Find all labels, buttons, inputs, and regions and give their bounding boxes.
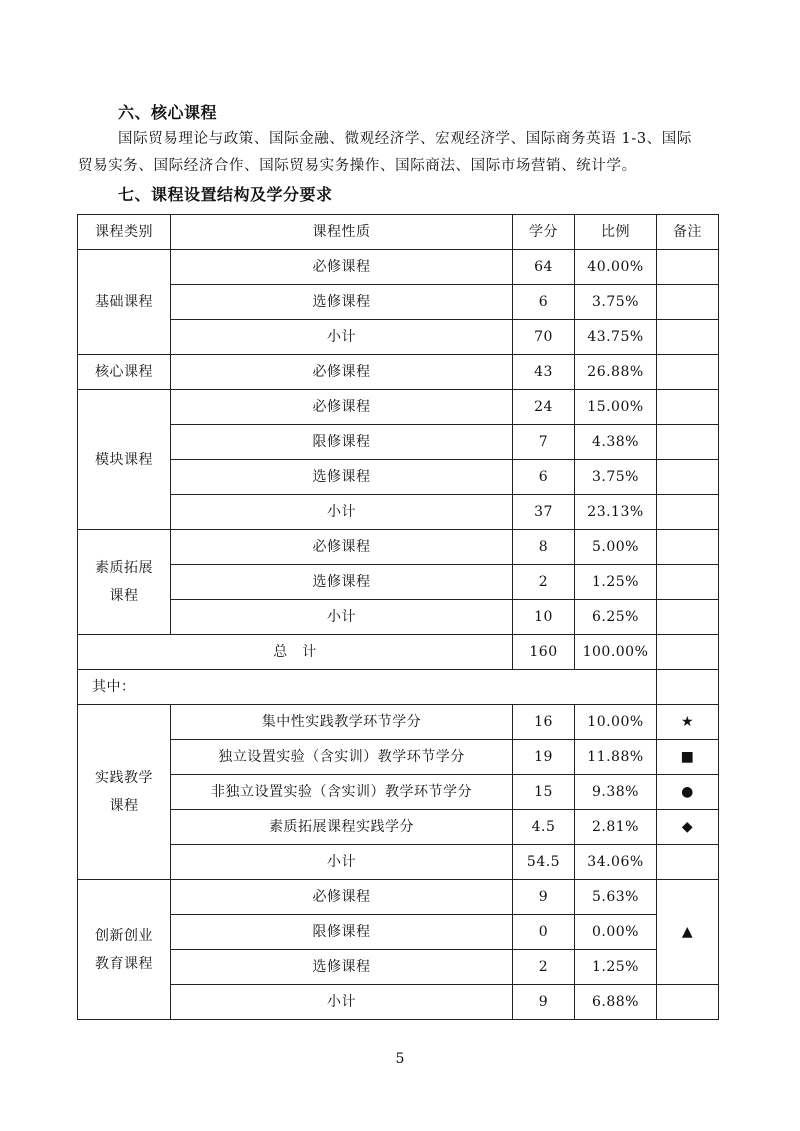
diamond-icon: ◆ (657, 810, 719, 845)
table-header-row (78, 215, 719, 250)
table-row (78, 915, 719, 950)
category-cell-practice (78, 705, 171, 880)
table-row (78, 530, 719, 565)
credit-cell: 8 (513, 530, 575, 565)
page-number: 5 (395, 1051, 405, 1067)
category-label-line: 教育课程 (95, 955, 153, 972)
triangle-icon: ▲ (657, 880, 719, 985)
header-ratio: 比例 (575, 215, 657, 250)
credit-cell: 70 (513, 320, 575, 355)
ratio-cell: 43.75% (575, 320, 657, 355)
ratio-cell: 5.00% (575, 530, 657, 565)
section-heading-core-courses: 六、核心课程 (118, 103, 218, 122)
ratio-cell: 3.75% (575, 460, 657, 495)
ratio-cell: 4.38% (575, 425, 657, 460)
table-row (78, 390, 719, 425)
category-label-line: 实践教学 (95, 770, 153, 786)
ratio-cell: 10.00% (575, 705, 657, 740)
note-cell (657, 845, 719, 880)
note-cell (657, 425, 719, 460)
nature-cell: 必修课程 (171, 390, 513, 425)
nature-cell: 必修课程 (171, 880, 513, 915)
credit-cell: 9 (513, 880, 575, 915)
credit-cell: 15 (513, 775, 575, 810)
table-row (78, 250, 719, 285)
nature-cell: 必修课程 (171, 355, 513, 390)
nature-cell: 小计 (171, 495, 513, 530)
core-courses-line-2: 贸易实务、国际经济合作、国际贸易实务操作、国际商法、国际市场营销、统计学。 (78, 158, 637, 174)
nature-cell: 小计 (171, 320, 513, 355)
circle-icon: ● (657, 775, 719, 810)
total-credit: 160 (513, 635, 575, 670)
credit-cell: 43 (513, 355, 575, 390)
note-cell (657, 250, 719, 285)
nature-cell: 选修课程 (171, 565, 513, 600)
note-cell (657, 495, 719, 530)
note-cell (657, 670, 719, 705)
table-row (78, 705, 719, 740)
category-label-line: 创新创业 (95, 927, 153, 944)
ratio-cell: 1.25% (575, 565, 657, 600)
table-row (78, 600, 719, 635)
among-label: 其中： (78, 670, 657, 705)
credit-cell: 54.5 (513, 845, 575, 880)
nature-cell: 选修课程 (171, 950, 513, 985)
table-row (78, 425, 719, 460)
ratio-cell: 26.88% (575, 355, 657, 390)
header-nature: 课程性质 (171, 215, 513, 250)
category-cell-innovation (78, 880, 171, 1020)
note-cell (657, 635, 719, 670)
category-cell-module: 模块课程 (78, 390, 171, 530)
note-cell (657, 985, 719, 1020)
ratio-cell: 40.00% (575, 250, 657, 285)
category-cell-quality (78, 530, 171, 635)
credit-cell: 9 (513, 985, 575, 1020)
category-label-line: 课程 (109, 588, 139, 604)
credit-structure-table (77, 214, 719, 1020)
total-label: 总 计 (78, 635, 513, 670)
ratio-cell: 6.25% (575, 600, 657, 635)
credit-cell: 6 (513, 460, 575, 495)
credit-cell: 7 (513, 425, 575, 460)
note-cell (657, 390, 719, 425)
nature-cell: 小计 (171, 845, 513, 880)
note-cell (657, 320, 719, 355)
nature-cell: 集中性实践教学环节学分 (171, 705, 513, 740)
ratio-cell: 1.25% (575, 950, 657, 985)
table-row (78, 285, 719, 320)
credit-cell: 24 (513, 390, 575, 425)
nature-cell: 限修课程 (171, 425, 513, 460)
table-row (78, 565, 719, 600)
credit-cell: 2 (513, 565, 575, 600)
total-ratio: 100.00% (575, 635, 657, 670)
ratio-cell: 6.88% (575, 985, 657, 1020)
category-label-line: 素质拓展 (95, 560, 153, 576)
header-note: 备注 (657, 215, 719, 250)
table-row (78, 950, 719, 985)
ratio-cell: 3.75% (575, 285, 657, 320)
section-heading-credit-structure: 七、课程设置结构及学分要求 (118, 185, 333, 204)
nature-cell: 小计 (171, 600, 513, 635)
credit-cell: 37 (513, 495, 575, 530)
total-row (78, 635, 719, 670)
ratio-cell: 5.63% (575, 880, 657, 915)
credit-cell: 19 (513, 740, 575, 775)
ratio-cell: 2.81% (575, 810, 657, 845)
ratio-cell: 11.88% (575, 740, 657, 775)
ratio-cell: 15.00% (575, 390, 657, 425)
table-row (78, 880, 719, 915)
ratio-cell: 0.00% (575, 915, 657, 950)
category-label-line: 课程 (109, 798, 139, 814)
note-cell (657, 355, 719, 390)
among-row (78, 670, 719, 705)
credit-cell: 2 (513, 950, 575, 985)
note-cell (657, 600, 719, 635)
table-row (78, 740, 719, 775)
credit-cell: 4.5 (513, 810, 575, 845)
category-cell-basic: 基础课程 (78, 250, 171, 355)
credit-cell: 0 (513, 915, 575, 950)
nature-cell: 选修课程 (171, 285, 513, 320)
nature-cell: 素质拓展课程实践学分 (171, 810, 513, 845)
star-icon: ★ (657, 705, 719, 740)
nature-cell: 非独立设置实验（含实训）教学环节学分 (171, 775, 513, 810)
ratio-cell: 23.13% (575, 495, 657, 530)
nature-cell: 限修课程 (171, 915, 513, 950)
ratio-cell: 34.06% (575, 845, 657, 880)
header-category: 课程类别 (78, 215, 171, 250)
table-row (78, 320, 719, 355)
table-row (78, 495, 719, 530)
note-cell (657, 530, 719, 565)
table-row (78, 810, 719, 845)
nature-cell: 独立设置实验（含实训）教学环节学分 (171, 740, 513, 775)
table-row (78, 985, 719, 1020)
table-row (78, 775, 719, 810)
nature-cell: 必修课程 (171, 250, 513, 285)
table-row (78, 460, 719, 495)
table-row (78, 845, 719, 880)
table-row (78, 355, 719, 390)
credit-cell: 16 (513, 705, 575, 740)
note-cell (657, 285, 719, 320)
header-credit: 学分 (513, 215, 575, 250)
credit-cell: 6 (513, 285, 575, 320)
core-courses-line-1: 国际贸易理论与政策、国际金融、微观经济学、宏观经济学、国际商务英语 1-3、国际 (118, 131, 692, 147)
nature-cell: 必修课程 (171, 530, 513, 565)
square-icon: ■ (657, 740, 719, 775)
credit-cell: 10 (513, 600, 575, 635)
category-cell-core: 核心课程 (78, 355, 171, 390)
credit-cell: 64 (513, 250, 575, 285)
nature-cell: 选修课程 (171, 460, 513, 495)
ratio-cell: 9.38% (575, 775, 657, 810)
note-cell (657, 565, 719, 600)
nature-cell: 小计 (171, 985, 513, 1020)
note-cell (657, 460, 719, 495)
